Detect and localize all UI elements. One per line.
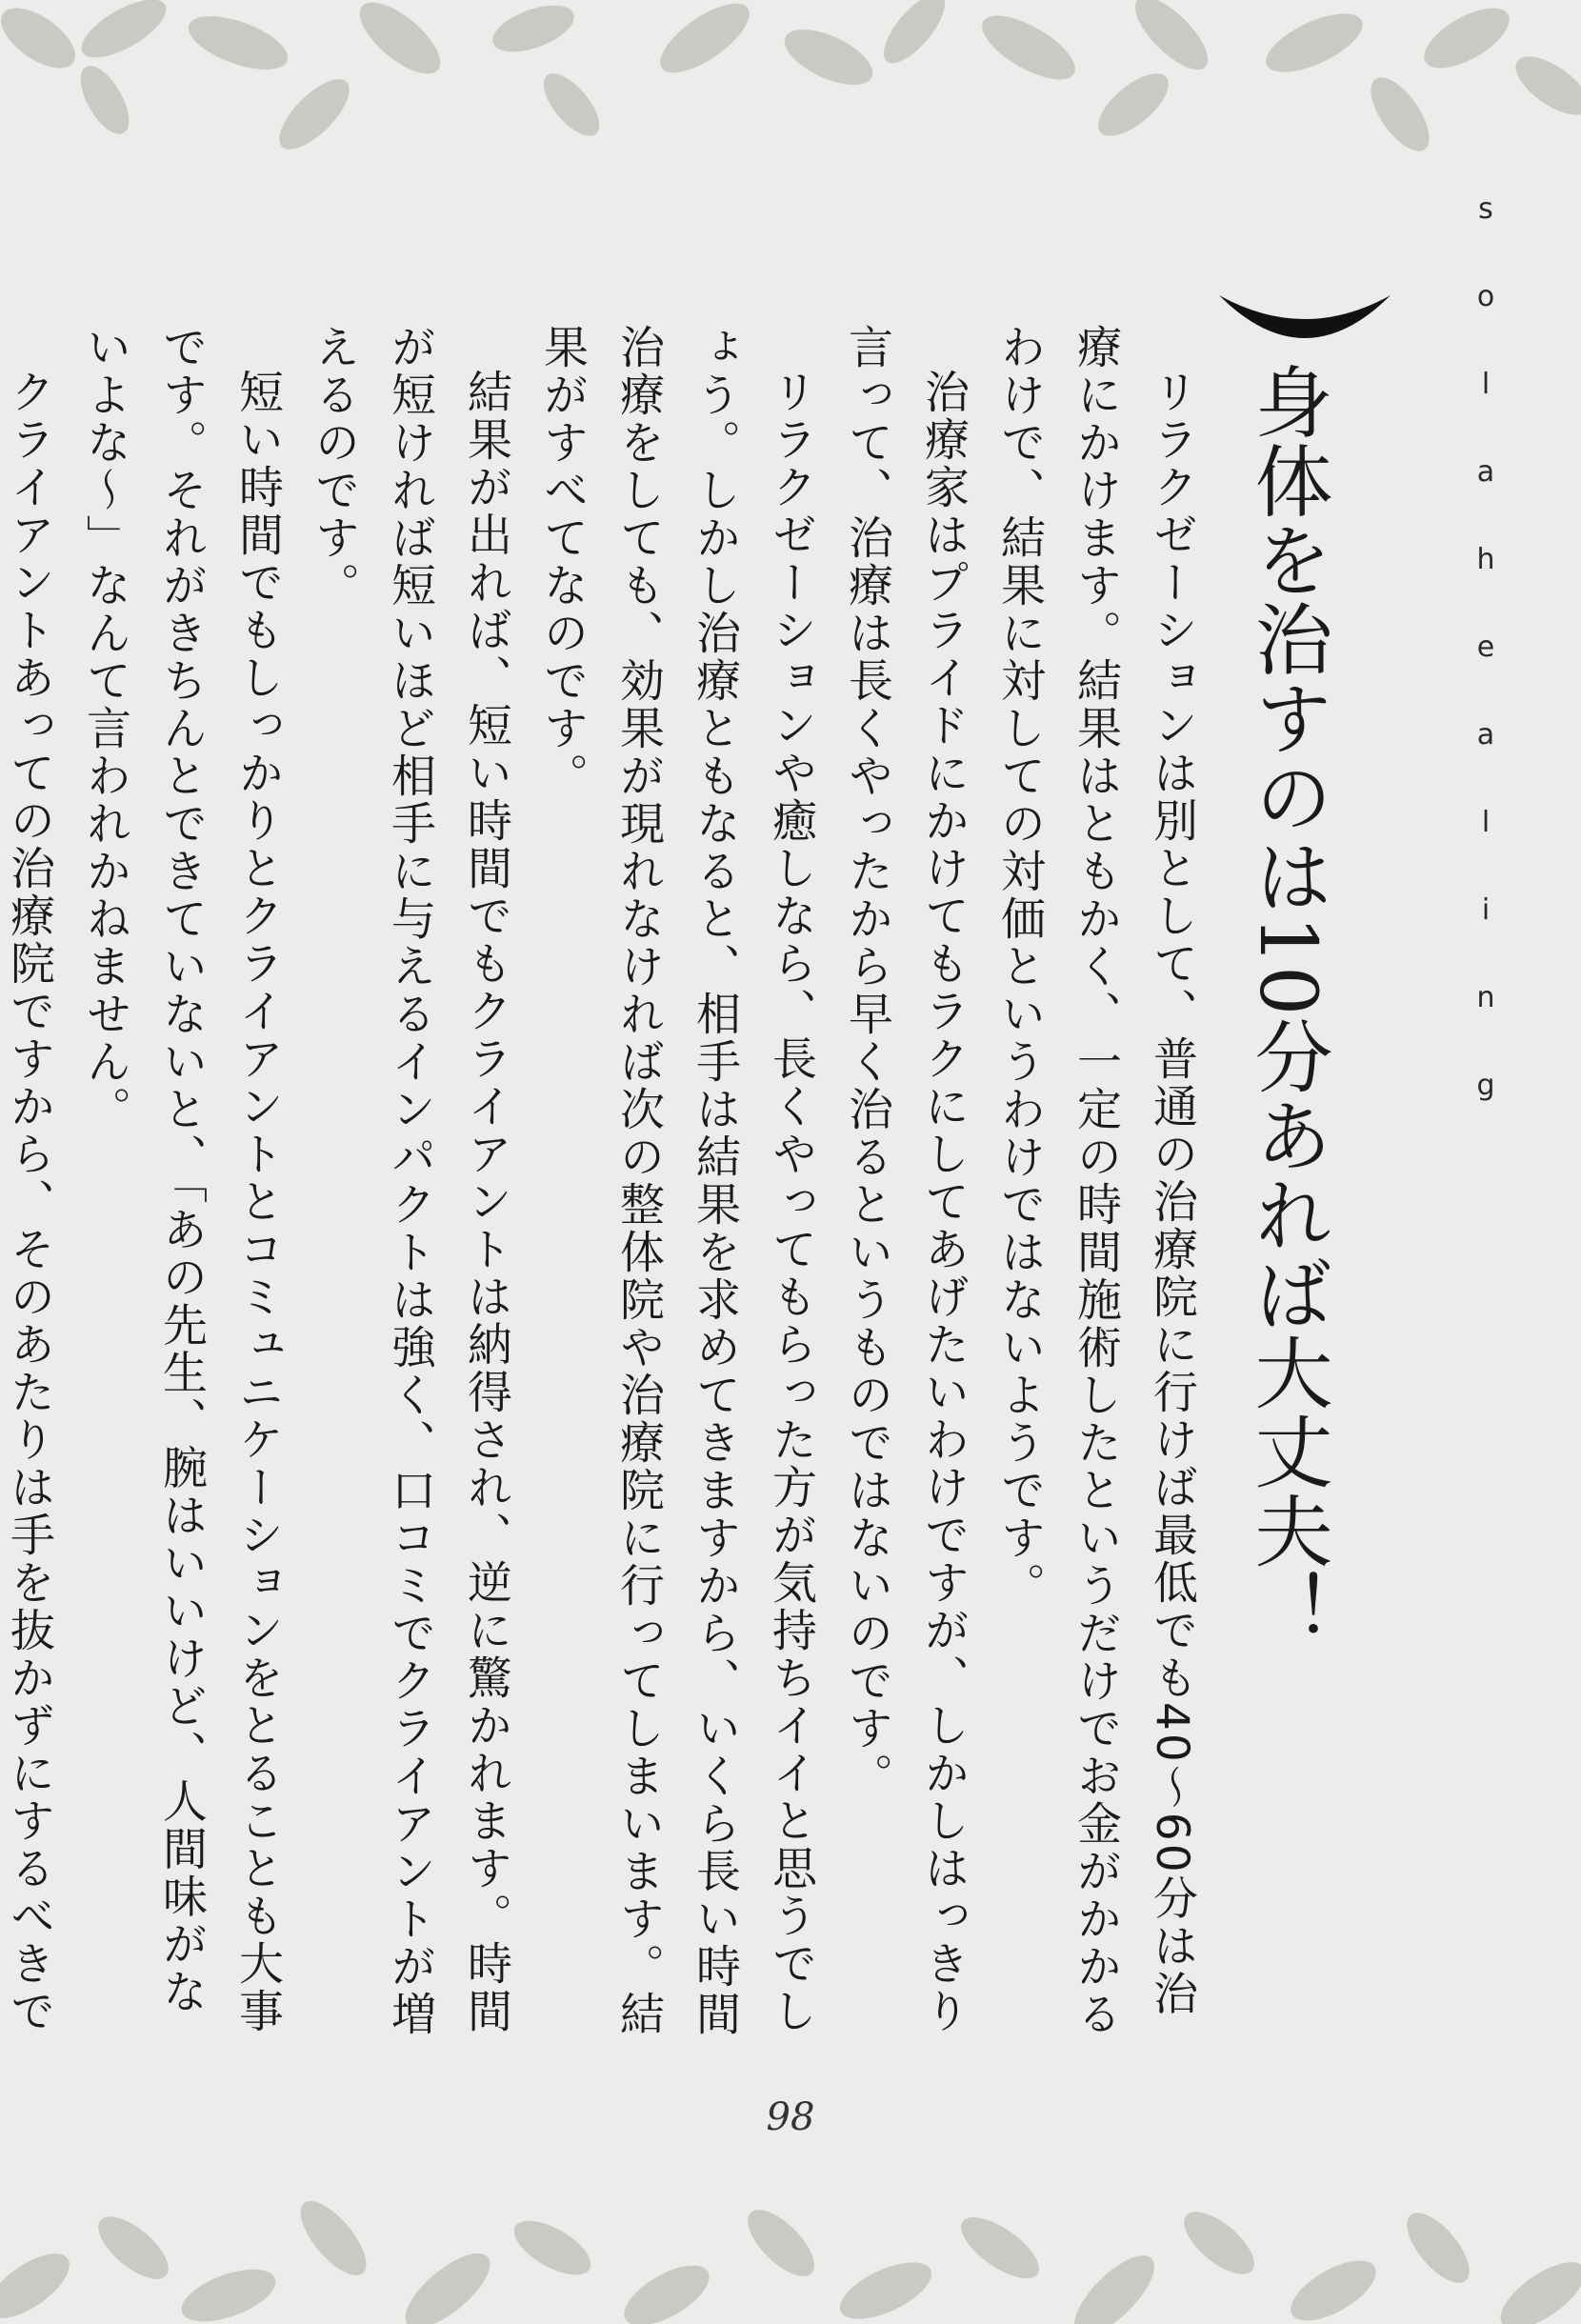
running-head-letter: n: [1476, 981, 1495, 1014]
paragraph: リラクゼーションは別として、普通の治療院に行けば最低でも40〜60分は治療にかけます。結果はともかく、一定の時間施術したというだけでお金がかかるわけで、結果に対しての対価というわけではないようです。: [993, 324, 1198, 2038]
running-head-letter: a: [1476, 455, 1495, 489]
running-head-letter: o: [1476, 280, 1495, 313]
running-head-letter: l: [1481, 368, 1491, 401]
running-head-letter: g: [1476, 1069, 1495, 1102]
page-number: 98: [766, 2095, 815, 2139]
running-head-letter: i: [1481, 893, 1491, 927]
paragraph: 短い時間でもしっかりとクライアントとコミュニケーションをとることも大事です。それがきちんとできていないと、「あの先生、腕はいいけど、人間味がないよな〜」なんて言われかねません。: [79, 324, 284, 2035]
paragraph: 治療家はプライドにかけてもラクにしてあげたいわけですが、しかしはっきり言って、治療は長くやったから早く治るというものではないのです。: [841, 324, 970, 2035]
running-head-letter: h: [1476, 543, 1495, 576]
leaf-border-bottom-decoration: [0, 2134, 1581, 2324]
section-heading: 身体を治すのは10分あれば大丈夫！: [1242, 362, 1332, 1650]
leaf-border-top-decoration: [0, 0, 1581, 162]
running-head: [1467, 190, 1505, 1154]
running-head-letter: e: [1476, 631, 1495, 664]
running-head-letter: l: [1481, 806, 1491, 839]
paragraph: クライアントあっての治療院ですから、そのあたりは手を抜かずにするべきで: [3, 369, 55, 2035]
paragraph: リラクゼーションや癒しなら、長くやってもらった方が気持ちイイと思うでしょう。しかし治療ともなると、相手は結果を求めてきますから、いくら長い時間治療をしても、効果が現れなければ次の整体院や治療院に行ってしまいます。結果がすべてなのです。: [536, 324, 817, 2038]
running-head-letter: a: [1476, 718, 1495, 751]
paragraph: 結果が出れば、短い時間でもクライアントは納得され、逆に驚かれます。時間が短ければ短いほど相手に与えるインパクトは強く、口コミでクライアントが増えるのです。: [308, 324, 512, 2038]
body-text: [3, 324, 1210, 2057]
running-head-letter: s: [1478, 192, 1493, 226]
